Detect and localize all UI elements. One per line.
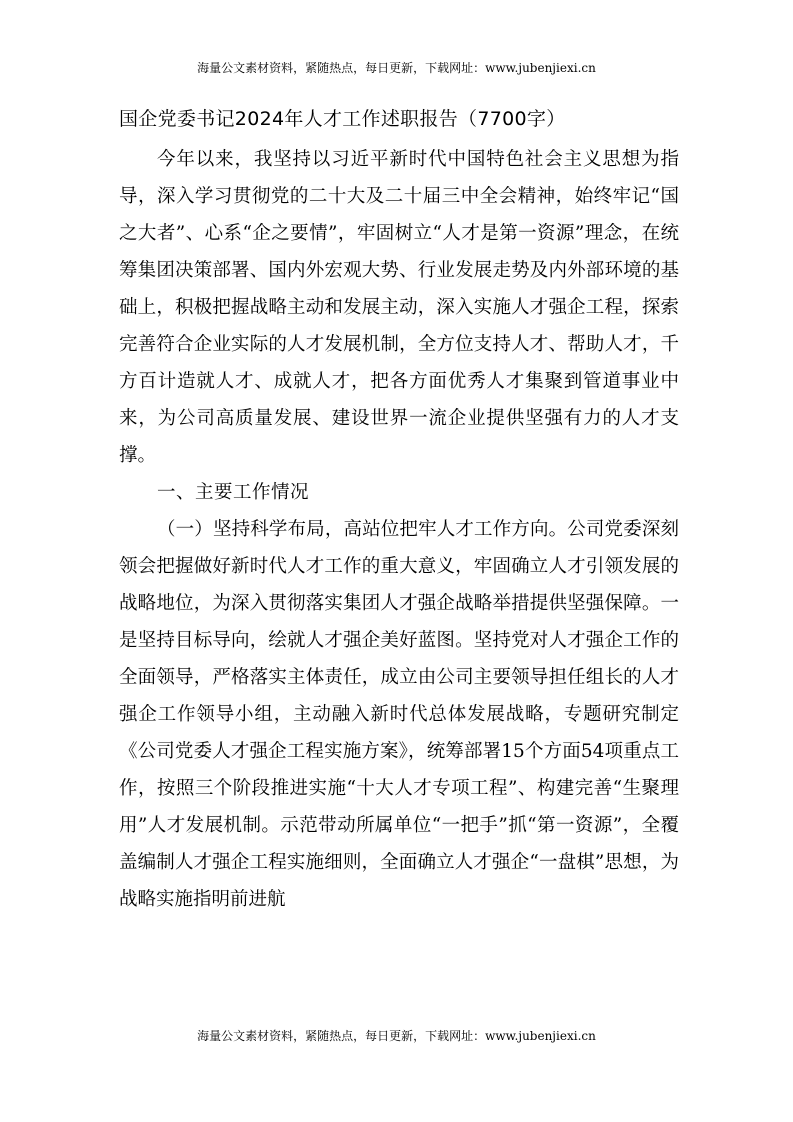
page-header-banner: 海量公文素材资料，紧随热点，每日更新，下载网址：www.jubenjiexi.cn (197, 61, 596, 75)
section-heading: 一、主要工作情况 (157, 482, 310, 503)
page-footer-banner: 海量公文素材资料，紧随热点，每日更新，下载网址：www.jubenjiexi.cn (197, 1029, 596, 1043)
intro-paragraph: 今年以来，我坚持以习近平新时代中国特色社会主义思想为指导，深入学习贯彻党的二十大及二十届三中全会精神，始终牢记“国之大者”、心系“企之要情”，牢固树立“人才是第一资源”理念，在统筹集团决策部署、国内外宏观大势、行业发展走势及内外部环境的基础上，积极把握战略主动和发展主动，深入实施人才强企工程，探索完善符合企业实际的人才发展机制，全方位支持人才、帮助人才，千方百计造就人才、成就人才，把各方面优秀人才集聚到管道事业中来，为公司高质量发展、建设世界一流企业提供坚强有力的人才支撑。 (119, 149, 679, 466)
document-body (119, 141, 679, 918)
section-paragraph: （一）坚持科学布局，高站位把牢人才工作方向。公司党委深刻领会把握做好新时代人才工作的重大意义，牢固确立人才引领发展的战略地位，为深入贯彻落实集团人才强企战略举措提供坚强保障。一是坚持目标导向，绘就人才强企美好蓝图。坚持党对人才强企工作的全面领导，严格落实主体责任，成立由公司主要领导担任组长的人才强企工作领导小组，主动融入新时代总体发展战略，专题研究制定《公司党委人才强企工程实施方案》，统筹部署15个方面54项重点工作，按照三个阶段推进实施“十大人才专项工程”、构建完善“生聚理用”人才发展机制。示范带动所属单位“一把手”抓“第一资源”，全覆盖编制人才强企工程实施细则，全面确立人才强企“一盘棋”思想，为战略实施指明前进航 (119, 519, 679, 910)
document-title: 国企党委书记2024年人才工作述职报告（7700字） (119, 108, 566, 130)
